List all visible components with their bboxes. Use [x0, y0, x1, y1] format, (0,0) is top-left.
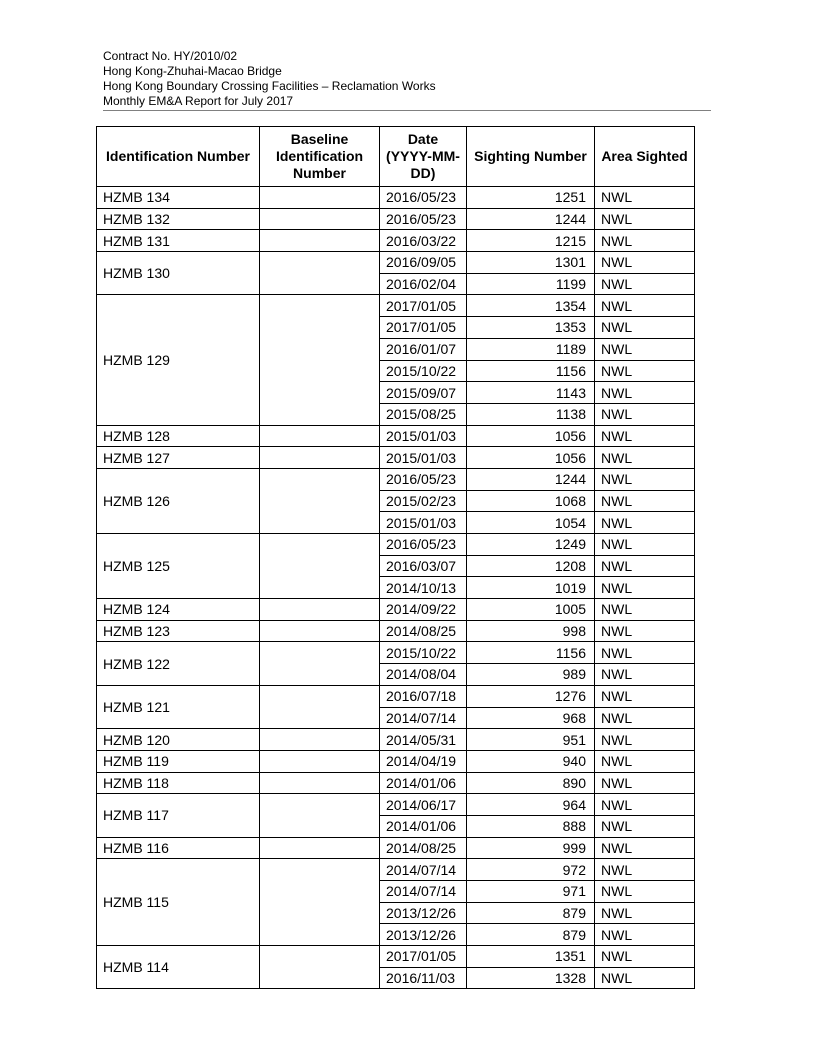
date-cell: 2014/04/19 — [380, 750, 467, 772]
date-cell: 2015/01/03 — [380, 512, 467, 534]
table-row — [97, 859, 695, 881]
baseline-id-cell — [260, 772, 380, 794]
baseline-id-cell — [260, 252, 380, 295]
identification-number-cell: HZMB 119 — [97, 750, 260, 772]
baseline-id-cell — [260, 295, 380, 425]
sightings-table — [96, 126, 695, 989]
identification-number-cell: HZMB 124 — [97, 599, 260, 621]
date-cell: 2014/08/25 — [380, 837, 467, 859]
area-sighted-cell: NWL — [595, 859, 695, 881]
table-row — [97, 946, 695, 968]
date-cell: 2015/08/25 — [380, 403, 467, 425]
identification-number-cell: HZMB 125 — [97, 534, 260, 599]
area-sighted-cell: NWL — [595, 317, 695, 339]
project-name: Hong Kong-Zhuhai-Macao Bridge — [103, 64, 282, 78]
identification-number-cell: HZMB 131 — [97, 230, 260, 252]
sighting-number-cell: 879 — [467, 924, 595, 946]
sighting-number-cell: 1354 — [467, 295, 595, 317]
table-row — [97, 750, 695, 772]
date-cell: 2014/05/31 — [380, 729, 467, 751]
area-sighted-cell: NWL — [595, 577, 695, 599]
sighting-number-cell: 951 — [467, 729, 595, 751]
area-sighted-cell: NWL — [595, 815, 695, 837]
table-row — [97, 729, 695, 751]
area-sighted-cell: NWL — [595, 555, 695, 577]
baseline-id-cell — [260, 599, 380, 621]
identification-number-cell: HZMB 116 — [97, 837, 260, 859]
baseline-id-cell — [260, 620, 380, 642]
sighting-number-cell: 1156 — [467, 642, 595, 664]
sighting-number-cell: 888 — [467, 815, 595, 837]
date-cell: 2014/08/04 — [380, 664, 467, 686]
sighting-number-cell: 1351 — [467, 946, 595, 968]
area-sighted-cell: NWL — [595, 967, 695, 989]
date-cell: 2014/06/17 — [380, 794, 467, 816]
baseline-id-cell — [260, 859, 380, 946]
table-row — [97, 772, 695, 794]
area-sighted-cell: NWL — [595, 447, 695, 469]
area-sighted-cell: NWL — [595, 338, 695, 360]
sighting-number-cell: 1328 — [467, 967, 595, 989]
table-row — [97, 794, 695, 816]
baseline-id-cell — [260, 794, 380, 837]
date-cell: 2014/10/13 — [380, 577, 467, 599]
column-header-sighting: Sighting Number — [467, 127, 595, 187]
identification-number-cell: HZMB 114 — [97, 946, 260, 989]
sighting-number-cell: 1189 — [467, 338, 595, 360]
sighting-number-cell: 879 — [467, 902, 595, 924]
sighting-number-cell: 968 — [467, 707, 595, 729]
baseline-id-cell — [260, 685, 380, 728]
identification-number-cell: HZMB 126 — [97, 468, 260, 533]
baseline-id-cell — [260, 642, 380, 685]
area-sighted-cell: NWL — [595, 252, 695, 274]
identification-number-cell: HZMB 115 — [97, 859, 260, 946]
date-cell: 2017/01/05 — [380, 317, 467, 339]
area-sighted-cell: NWL — [595, 750, 695, 772]
identification-number-cell: HZMB 134 — [97, 187, 260, 209]
baseline-id-cell — [260, 468, 380, 533]
area-sighted-cell: NWL — [595, 620, 695, 642]
date-cell: 2013/12/26 — [380, 924, 467, 946]
table-row — [97, 599, 695, 621]
date-cell: 2016/05/23 — [380, 534, 467, 556]
identification-number-cell: HZMB 121 — [97, 685, 260, 728]
identification-number-cell: HZMB 123 — [97, 620, 260, 642]
table-header-row — [97, 127, 695, 187]
date-cell: 2015/01/03 — [380, 447, 467, 469]
sighting-number-cell: 1138 — [467, 403, 595, 425]
date-cell: 2014/07/14 — [380, 881, 467, 903]
table-row — [97, 837, 695, 859]
identification-number-cell: HZMB 130 — [97, 252, 260, 295]
date-cell: 2016/03/07 — [380, 555, 467, 577]
sighting-number-cell: 1156 — [467, 360, 595, 382]
table-row — [97, 295, 695, 317]
area-sighted-cell: NWL — [595, 273, 695, 295]
sighting-number-cell: 1056 — [467, 447, 595, 469]
date-cell: 2014/07/14 — [380, 707, 467, 729]
area-sighted-cell: NWL — [595, 902, 695, 924]
date-cell: 2016/07/18 — [380, 685, 467, 707]
date-cell: 2015/02/23 — [380, 490, 467, 512]
report-title: Monthly EM&A Report for July 2017 — [103, 94, 294, 108]
area-sighted-cell: NWL — [595, 187, 695, 209]
identification-number-cell: HZMB 128 — [97, 425, 260, 447]
date-cell: 2014/01/06 — [380, 815, 467, 837]
table-row — [97, 468, 695, 490]
identification-number-cell: HZMB 120 — [97, 729, 260, 751]
date-cell: 2014/09/22 — [380, 599, 467, 621]
area-sighted-cell: NWL — [595, 664, 695, 686]
date-cell: 2015/09/07 — [380, 382, 467, 404]
sighting-number-cell: 1054 — [467, 512, 595, 534]
column-header-date: Date (YYYY-MM-DD) — [380, 127, 467, 187]
date-cell: 2014/07/14 — [380, 859, 467, 881]
table-row — [97, 230, 695, 252]
sighting-number-cell: 972 — [467, 859, 595, 881]
table-body — [97, 187, 695, 989]
identification-number-cell: HZMB 117 — [97, 794, 260, 837]
area-sighted-cell: NWL — [595, 490, 695, 512]
sighting-number-cell: 1301 — [467, 252, 595, 274]
sighting-number-cell: 964 — [467, 794, 595, 816]
area-sighted-cell: NWL — [595, 772, 695, 794]
contract-number: Contract No. HY/2010/02 — [103, 49, 238, 63]
sighting-number-cell: 1068 — [467, 490, 595, 512]
area-sighted-cell: NWL — [595, 946, 695, 968]
area-sighted-cell: NWL — [595, 403, 695, 425]
area-sighted-cell: NWL — [595, 837, 695, 859]
identification-number-cell: HZMB 132 — [97, 208, 260, 230]
sighting-number-cell: 989 — [467, 664, 595, 686]
area-sighted-cell: NWL — [595, 360, 695, 382]
sighting-number-cell: 1199 — [467, 273, 595, 295]
page-header — [103, 49, 436, 109]
area-sighted-cell: NWL — [595, 729, 695, 751]
table-row — [97, 685, 695, 707]
sighting-number-cell: 1208 — [467, 555, 595, 577]
baseline-id-cell — [260, 946, 380, 989]
table-row — [97, 187, 695, 209]
table-row — [97, 620, 695, 642]
date-cell: 2016/01/07 — [380, 338, 467, 360]
sighting-number-cell: 1215 — [467, 230, 595, 252]
date-cell: 2014/08/25 — [380, 620, 467, 642]
area-sighted-cell: NWL — [595, 512, 695, 534]
baseline-id-cell — [260, 447, 380, 469]
table-row — [97, 534, 695, 556]
sighting-number-cell: 999 — [467, 837, 595, 859]
column-header-identification: Identification Number — [97, 127, 260, 187]
date-cell: 2016/02/04 — [380, 273, 467, 295]
date-cell: 2016/05/23 — [380, 187, 467, 209]
sighting-number-cell: 971 — [467, 881, 595, 903]
area-sighted-cell: NWL — [595, 707, 695, 729]
area-sighted-cell: NWL — [595, 230, 695, 252]
area-sighted-cell: NWL — [595, 881, 695, 903]
area-sighted-cell: NWL — [595, 685, 695, 707]
date-cell: 2017/01/05 — [380, 946, 467, 968]
column-header-baseline: Baseline Identification Number — [260, 127, 380, 187]
table-row — [97, 252, 695, 274]
table-row — [97, 208, 695, 230]
date-cell: 2013/12/26 — [380, 902, 467, 924]
sighting-number-cell: 1353 — [467, 317, 595, 339]
works-title: Hong Kong Boundary Crossing Facilities – Reclamation Works — [103, 79, 436, 93]
area-sighted-cell: NWL — [595, 794, 695, 816]
area-sighted-cell: NWL — [595, 924, 695, 946]
sighting-number-cell: 1005 — [467, 599, 595, 621]
area-sighted-cell: NWL — [595, 534, 695, 556]
header-divider — [103, 110, 711, 111]
baseline-id-cell — [260, 208, 380, 230]
baseline-id-cell — [260, 230, 380, 252]
date-cell: 2014/01/06 — [380, 772, 467, 794]
area-sighted-cell: NWL — [595, 425, 695, 447]
area-sighted-cell: NWL — [595, 208, 695, 230]
date-cell: 2015/01/03 — [380, 425, 467, 447]
date-cell: 2017/01/05 — [380, 295, 467, 317]
sighting-number-cell: 890 — [467, 772, 595, 794]
identification-number-cell: HZMB 127 — [97, 447, 260, 469]
baseline-id-cell — [260, 187, 380, 209]
table-row — [97, 642, 695, 664]
sighting-number-cell: 1244 — [467, 208, 595, 230]
area-sighted-cell: NWL — [595, 382, 695, 404]
date-cell: 2016/05/23 — [380, 208, 467, 230]
sighting-number-cell: 1056 — [467, 425, 595, 447]
column-header-area: Area Sighted — [595, 127, 695, 187]
sighting-number-cell: 1143 — [467, 382, 595, 404]
table-row — [97, 425, 695, 447]
date-cell: 2015/10/22 — [380, 642, 467, 664]
baseline-id-cell — [260, 750, 380, 772]
sighting-number-cell: 940 — [467, 750, 595, 772]
date-cell: 2015/10/22 — [380, 360, 467, 382]
date-cell: 2016/09/05 — [380, 252, 467, 274]
area-sighted-cell: NWL — [595, 599, 695, 621]
identification-number-cell: HZMB 129 — [97, 295, 260, 425]
sighting-number-cell: 998 — [467, 620, 595, 642]
area-sighted-cell: NWL — [595, 295, 695, 317]
baseline-id-cell — [260, 729, 380, 751]
date-cell: 2016/03/22 — [380, 230, 467, 252]
identification-number-cell: HZMB 118 — [97, 772, 260, 794]
sighting-number-cell: 1249 — [467, 534, 595, 556]
sighting-number-cell: 1251 — [467, 187, 595, 209]
identification-number-cell: HZMB 122 — [97, 642, 260, 685]
area-sighted-cell: NWL — [595, 642, 695, 664]
baseline-id-cell — [260, 837, 380, 859]
area-sighted-cell: NWL — [595, 468, 695, 490]
date-cell: 2016/05/23 — [380, 468, 467, 490]
baseline-id-cell — [260, 534, 380, 599]
sighting-number-cell: 1244 — [467, 468, 595, 490]
sighting-number-cell: 1019 — [467, 577, 595, 599]
date-cell: 2016/11/03 — [380, 967, 467, 989]
sighting-number-cell: 1276 — [467, 685, 595, 707]
baseline-id-cell — [260, 425, 380, 447]
table-row — [97, 447, 695, 469]
